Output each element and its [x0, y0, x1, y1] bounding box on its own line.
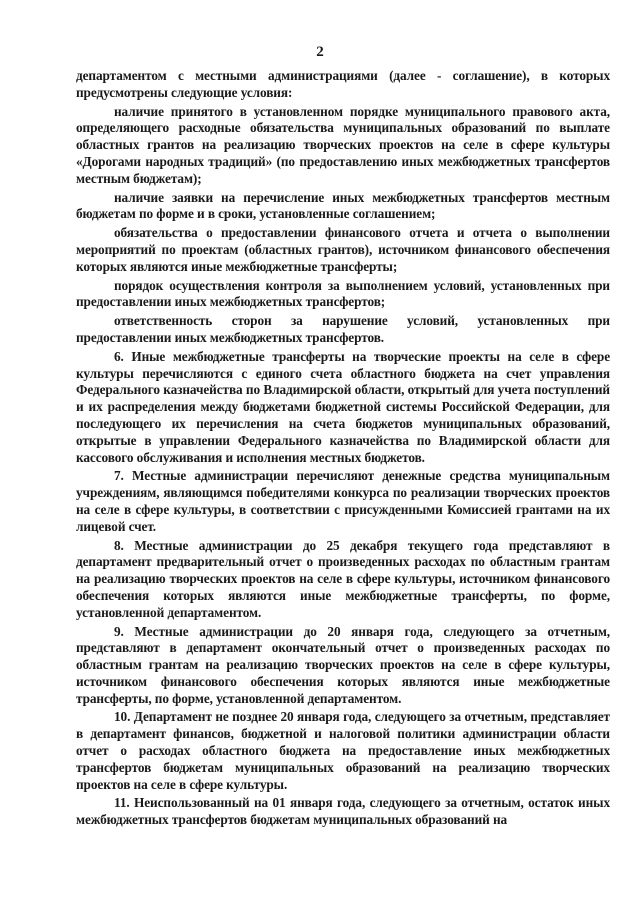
paragraph-condition-legal-act: наличие принятого в установленном порядке муниципального правового акта, определяющего расходные обязательства муниципальных образований по выплате областных грантов на реализацию творческих проектов на селе в сфере культуры «Дорогами народных традиций» (по предоставлению иных межбюджетных трансфертов местным бюджетам);	[76, 103, 610, 186]
page-number: 2	[316, 44, 324, 60]
paragraph-item-6: 6. Иные межбюджетные трансферты на творческие проекты на селе в сфере культуры перечисляются с единого счета областного бюджета на счет управления Федерального казначейства по Владимирской области, открытый для учета поступлений и их распределения между бюджетами бюджетной системы Российской Федерации, для последующего их перечисления на счета бюджетов муниципальных образований, открытые в управлении Федерального казначейства по Владимирской области для кассового обслуживания и исполнения местных бюджетов.	[76, 348, 610, 465]
paragraph-condition-application: наличие заявки на перечисление иных межбюджетных трансфертов местным бюджетам по форме и в сроки, установленные соглашением;	[76, 189, 610, 222]
paragraph-item-10: 10. Департамент не позднее 20 января года, следующего за отчетным, представляет в департамент финансов, бюджетной и налоговой политики администрации области отчет о расходах областного бюджета на предоставление иных межбюджетных трансфертов бюджетам муниципальных образований на реализацию творческих проектов на селе в сфере культуры.	[76, 709, 610, 792]
paragraph-item-7: 7. Местные администрации перечисляют денежные средства муниципальным учреждениям, являющимся победителями конкурса по реализации творческих проектов на селе в сфере культуры, в соответствии с присужденными Комиссией грантами на их лицевой счет.	[76, 468, 610, 534]
document-body	[76, 68, 610, 831]
paragraph-condition-responsibility: ответственность сторон за нарушение условий, установленных при предоставлении иных межбюджетных трансфертов.	[76, 313, 610, 345]
paragraph-item-9: 9. Местные администрации до 20 января года, следующего за отчетным, представляют в департамент окончательный отчет о произведенных расходах по областным грантам на реализацию творческих проектов на селе в сфере культуры, источником финансового обеспечения которых являются иные межбюджетные трансферты, по форме, установленной департаментом.	[76, 623, 610, 706]
paragraph-condition-control: порядок осуществления контроля за выполнением условий, установленных при предоставлении иных межбюджетных трансфертов;	[76, 277, 610, 310]
paragraph-condition-reporting: обязательства о предоставлении финансового отчета и отчета о выполнении мероприятий по проектам (областных грантов), источником финансового обеспечения которых являются иные межбюджетные трансферты;	[76, 225, 610, 274]
paragraph-intro-continuation: департаментом с местными администрациями (далее - соглашение), в которых предусмотрены следующие условия:	[76, 68, 610, 100]
paragraph-item-11: 11. Неиспользованный на 01 января года, следующего за отчетным, остаток иных межбюджетных трансфертов бюджетам муниципальных образований на	[76, 795, 610, 828]
paragraph-item-8: 8. Местные администрации до 25 декабря текущего года представляют в департамент предварительный отчет о произведенных расходах по областным грантам на реализацию творческих проектов на селе в сфере культуры, источником финансового обеспечения которых являются иные межбюджетные трансферты, по форме, установленной департаментом.	[76, 537, 610, 620]
